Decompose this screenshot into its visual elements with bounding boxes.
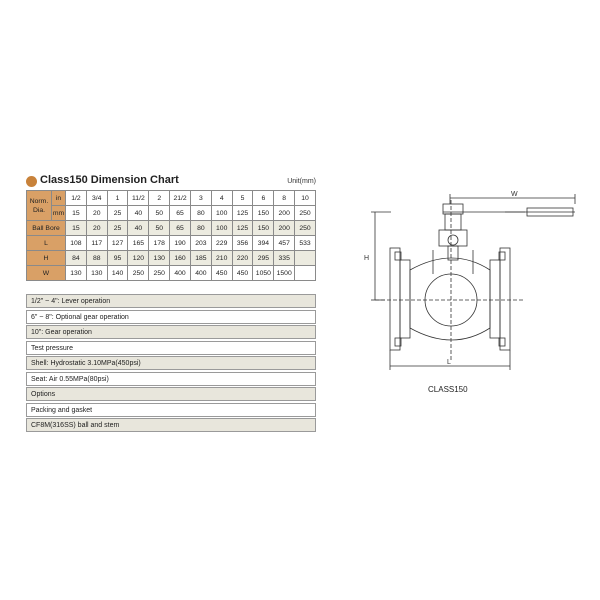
- size-mm-cell: 50: [149, 206, 170, 221]
- note-item: Packing and gasket: [26, 403, 316, 417]
- table-row-mm: [27, 206, 316, 221]
- l-cell: 108: [66, 236, 87, 251]
- l-cell: 127: [107, 236, 128, 251]
- l-cell: 178: [149, 236, 170, 251]
- l-cell: 165: [128, 236, 149, 251]
- size-mm-cell: 40: [128, 206, 149, 221]
- dim-label-l: L: [447, 359, 451, 366]
- norm-label: Norm.: [29, 197, 49, 205]
- drawing-caption: CLASS150: [428, 385, 468, 394]
- ball-bore-cell: 125: [232, 221, 253, 236]
- size-mm-cell: 80: [190, 206, 211, 221]
- h-cell: 160: [170, 251, 191, 266]
- notes-list: [26, 294, 316, 434]
- w-cell: [295, 266, 316, 281]
- size-in-cell: 2: [149, 191, 170, 206]
- ball-bore-label: Ball Bore: [27, 221, 66, 236]
- w-cell: 140: [107, 266, 128, 281]
- size-mm-cell: 200: [274, 206, 295, 221]
- w-cell: 130: [66, 266, 87, 281]
- chart-title-row: [26, 174, 316, 190]
- size-mm-cell: 15: [66, 206, 87, 221]
- table-row-ball-bore: [27, 221, 316, 236]
- ball-bore-cell: 65: [170, 221, 191, 236]
- valve-drawing: [355, 190, 585, 390]
- note-item: CF8M(316SS) ball and stem: [26, 418, 316, 432]
- size-mm-cell: 150: [253, 206, 274, 221]
- w-cell: 400: [170, 266, 191, 281]
- dim-label-w: W: [511, 191, 518, 198]
- dia-label: Dia.: [32, 206, 46, 214]
- chart-title: Class150 Dimension Chart: [40, 174, 179, 186]
- size-mm-cell: 65: [170, 206, 191, 221]
- l-cell: 190: [170, 236, 191, 251]
- size-mm-cell: 100: [211, 206, 232, 221]
- note-item: Shell: Hydrostatic 3.10MPa(450psi): [26, 356, 316, 370]
- ball-bore-cell: 150: [253, 221, 274, 236]
- l-cell: 203: [190, 236, 211, 251]
- dimension-table: [26, 190, 316, 281]
- l-cell: 533: [295, 236, 316, 251]
- l-label: L: [27, 236, 66, 251]
- ball-bore-cell: 80: [190, 221, 211, 236]
- w-cell: 130: [86, 266, 107, 281]
- h-cell: 130: [149, 251, 170, 266]
- dim-label-h: H: [364, 255, 370, 262]
- ball-bore-cell: 250: [295, 221, 316, 236]
- size-in-cell: 4: [211, 191, 232, 206]
- bullet-icon: [26, 176, 37, 187]
- note-item: Test pressure: [26, 341, 316, 355]
- size-in-cell: 21/2: [170, 191, 191, 206]
- size-mm-cell: 125: [232, 206, 253, 221]
- note-item: 6" ~ 8": Optional gear operation: [26, 310, 316, 324]
- size-in-cell: 3/4: [86, 191, 107, 206]
- ball-bore-cell: 40: [128, 221, 149, 236]
- size-in-cell: 11/2: [128, 191, 149, 206]
- size-mm-cell: 25: [107, 206, 128, 221]
- size-in-cell: 8: [274, 191, 295, 206]
- size-in-cell: 1/2: [66, 191, 87, 206]
- note-item: 10": Gear operation: [26, 325, 316, 339]
- note-item: 1/2" ~ 4": Lever operation: [26, 294, 316, 308]
- norm-dia-label: [27, 191, 52, 221]
- ball-bore-cell: 50: [149, 221, 170, 236]
- h-cell: 295: [253, 251, 274, 266]
- ball-bore-cell: 15: [66, 221, 87, 236]
- l-cell: 356: [232, 236, 253, 251]
- size-mm-cell: 250: [295, 206, 316, 221]
- h-cell: 335: [274, 251, 295, 266]
- h-cell: 210: [211, 251, 232, 266]
- ball-bore-cell: 20: [86, 221, 107, 236]
- size-in-cell: 6: [253, 191, 274, 206]
- l-cell: 117: [86, 236, 107, 251]
- table-row-h: [27, 251, 316, 266]
- note-item: Seat: Air 0.55MPa(80psi): [26, 372, 316, 386]
- w-label: W: [27, 266, 66, 281]
- h-cell: 220: [232, 251, 253, 266]
- l-cell: 229: [211, 236, 232, 251]
- h-cell: 120: [128, 251, 149, 266]
- h-cell: 84: [66, 251, 87, 266]
- size-in-cell: 3: [190, 191, 211, 206]
- w-cell: 450: [211, 266, 232, 281]
- unit-label: Unit(mm): [287, 178, 316, 185]
- table-row-l: [27, 236, 316, 251]
- table-row-in: [27, 191, 316, 206]
- ball-bore-cell: 100: [211, 221, 232, 236]
- mm-label: mm: [52, 206, 66, 221]
- l-cell: 394: [253, 236, 274, 251]
- size-in-cell: 5: [232, 191, 253, 206]
- size-in-cell: 10: [295, 191, 316, 206]
- table-row-w: [27, 266, 316, 281]
- w-cell: 1050: [253, 266, 274, 281]
- w-cell: 250: [128, 266, 149, 281]
- h-cell: 95: [107, 251, 128, 266]
- w-cell: 1500: [274, 266, 295, 281]
- size-mm-cell: 20: [86, 206, 107, 221]
- in-label: in: [52, 191, 66, 206]
- w-cell: 250: [149, 266, 170, 281]
- ball-bore-cell: 200: [274, 221, 295, 236]
- w-cell: 400: [190, 266, 211, 281]
- h-cell: 185: [190, 251, 211, 266]
- h-cell: 88: [86, 251, 107, 266]
- note-item: Options: [26, 387, 316, 401]
- h-label: H: [27, 251, 66, 266]
- h-cell: [295, 251, 316, 266]
- w-cell: 450: [232, 266, 253, 281]
- size-in-cell: 1: [107, 191, 128, 206]
- ball-bore-cell: 25: [107, 221, 128, 236]
- l-cell: 457: [274, 236, 295, 251]
